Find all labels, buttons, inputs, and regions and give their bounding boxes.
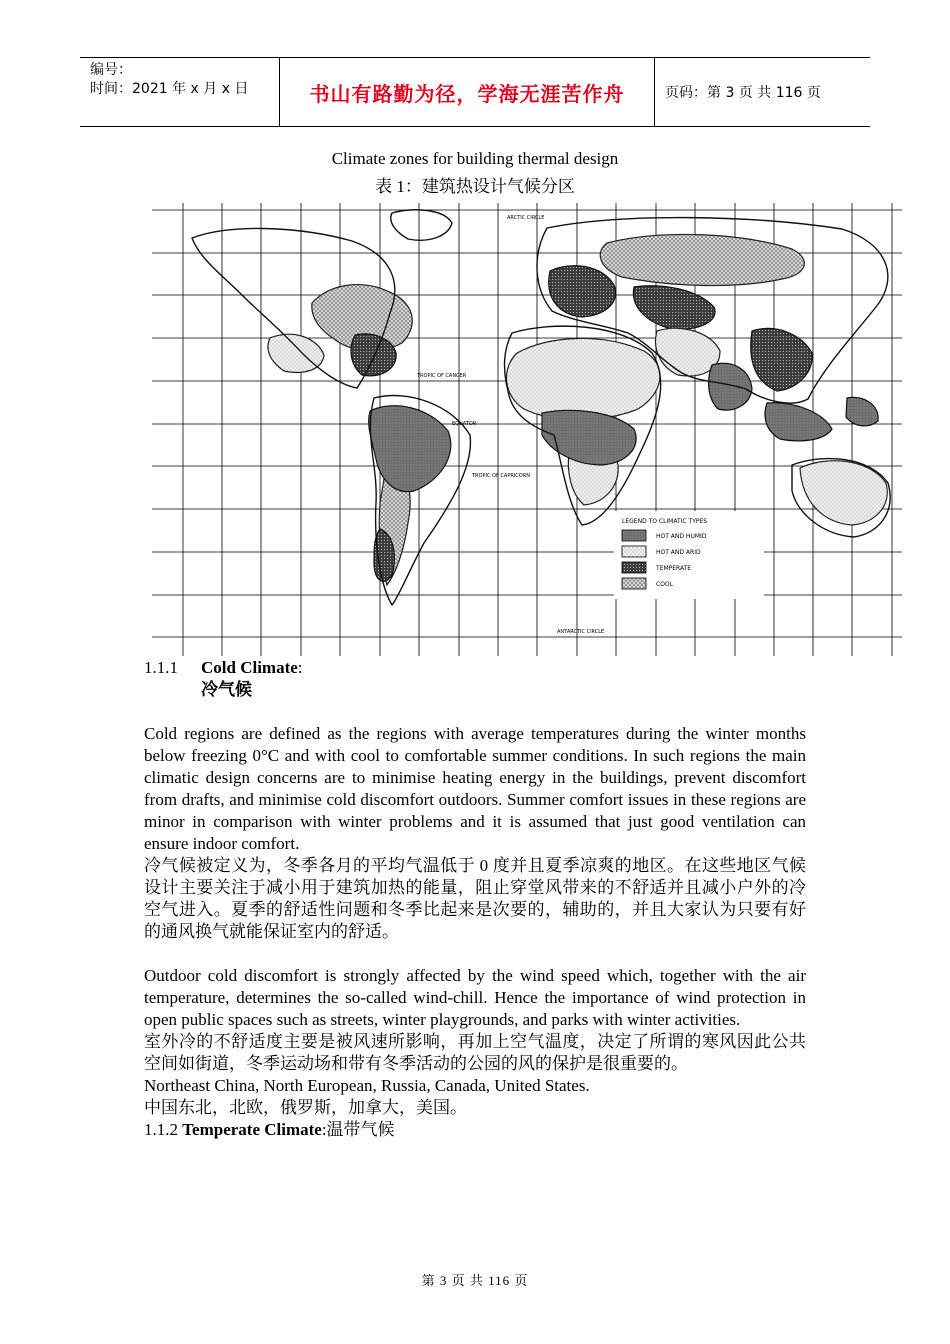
number-label: 编号： (90, 62, 132, 78)
paragraph-2-cn: 室外冷的不舒适度主要是被风速所影响，再加上空气温度，决定了所谓的寒风因此公共空间如街道，冬季运动场和带有冬季活动的公园的风的保护是很重要的。 (144, 1032, 806, 1073)
figure-title-en: Climate zones for building thermal design (331, 149, 619, 168)
map-legend (614, 511, 764, 599)
legend-swatch-hot-humid (622, 530, 646, 541)
legend-title: LEGEND TO CLIMATIC TYPES (622, 518, 708, 525)
regions-en: Northeast China, North European, Russia, Canada, United States. (144, 1076, 590, 1095)
time-label: 时间：2021 年 x 月 x 日 (90, 81, 249, 97)
header-motto: 书山有路勤为径，学海无涯苦作舟 (280, 58, 655, 126)
legend-swatch-temperate (622, 562, 646, 573)
section-title: Cold Climate (201, 658, 298, 677)
section-title-cn: 冷气候 (201, 680, 252, 699)
next-section-number: 1.1.2 (144, 1120, 183, 1139)
section-colon: : (297, 658, 303, 677)
arctic-circle-label: ARCTIC CIRCLE (507, 215, 545, 221)
section-title-wrap (201, 657, 303, 679)
figure-title-cn: 表 1：建筑热设计气候分区 (375, 177, 575, 196)
legend-swatch-hot-arid (622, 546, 646, 557)
next-section-heading (144, 1119, 806, 1141)
legend-item-temperate: TEMPERATE (656, 565, 692, 572)
climate-zone-map (152, 203, 902, 656)
tropic-capricorn-label: TROPIC OF CAPRICORN (472, 473, 530, 479)
legend-item-cool: COOL (656, 581, 673, 588)
header-page-number: 页码：第 3 页 共 116 页 (665, 85, 821, 101)
section-title-cn-wrap (144, 679, 806, 701)
page-header (80, 57, 870, 127)
regions-cn: 中国东北，北欧，俄罗斯，加拿大，美国。 (144, 1098, 467, 1117)
section-number: 1.1.1 (144, 658, 178, 677)
page-footer: 第 3 页 共 116 页 (421, 1273, 529, 1288)
section-heading (144, 657, 806, 679)
paragraph-1-cn: 冷气候被定义为，冬季各月的平均气温低于 0 度并且夏季凉爽的地区。在这些地区气候设计主要关注于减小用于建筑加热的能量，阻止穿堂风带来的不舒适并且减小户外的冷空气进入。夏季的舒适性问题和冬季比起来是次要的，辅助的，并且大家认为只要有好的通风换气就能保证室内的舒适。 (144, 856, 806, 941)
header-meta (80, 58, 280, 126)
document-body (144, 657, 806, 1141)
paragraph-2-en: Outdoor cold discomfort is strongly affected by the wind speed which, together with the air temperature, determines the so-called wind-chill. Hence the importance of wind protection in open public spaces such as streets, winter playgrounds, and parks with winter activities. (144, 966, 806, 1029)
legend-item-hot-humid: HOT AND HUMID (656, 533, 707, 540)
legend-item-hot-arid: HOT AND ARID (656, 549, 701, 556)
paragraph-1-en: Cold regions are defined as the regions with average temperatures during the winter months below freezing 0°C and with cool to comfortable summer conditions. In such regions the main climatic design concerns are to minimise heating energy in the buildings, prevent discomfort from drafts, and minimise cold discomfort outdoors. Summer comfort issues in these regions are minor in comparison with winter problems and it is assumed that just good ventilation can ensure indoor comfort. (144, 724, 806, 853)
equator-label: EQUATOR (452, 421, 477, 427)
tropic-cancer-label: TROPIC OF CANCER (417, 373, 467, 379)
antarctic-circle-label: ANTARCTIC CIRCLE (557, 629, 605, 635)
next-section-title-cn: :温带气候 (321, 1120, 395, 1139)
next-section-title: Temperate Climate (182, 1120, 322, 1139)
legend-swatch-cool (622, 578, 646, 589)
